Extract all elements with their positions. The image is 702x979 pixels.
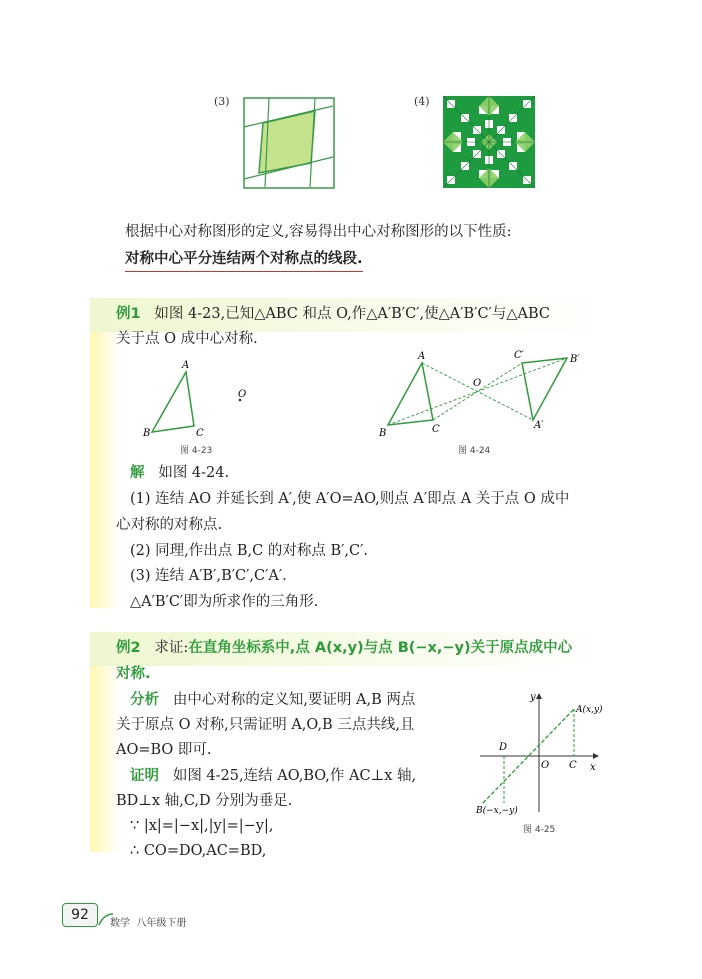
solution-step-2: (2) 同理,作出点 B,C 的对称点 B′,C′. xyxy=(130,543,368,559)
figure-4-23-caption: 图 4-23 xyxy=(180,446,213,456)
figure-4-24-caption: 图 4-24 xyxy=(458,446,491,456)
fig24-label-c: C xyxy=(432,424,440,435)
analysis-text-1: 由中心对称的定义知,要证明 A,B 两点 xyxy=(172,692,416,708)
example2-prove-prefix: 求证: xyxy=(154,640,189,656)
proof-line4: ∴ CO=DO,AC=BD, xyxy=(130,843,267,859)
fig25-label-b: B(−x,−y) xyxy=(476,806,518,816)
example1-statement-line2: 关于点 O 成中心对称. xyxy=(116,331,258,347)
figure-4-pattern-diagram xyxy=(443,96,535,188)
solution-intro: 如图 4-24. xyxy=(158,465,230,481)
solution-tag: 解 xyxy=(130,465,145,481)
fig25-label-y: y xyxy=(530,692,536,703)
solution-conclusion: △A′B′C′即为所求作的三角形. xyxy=(130,594,319,610)
footer-grade-text: 八年级下册 xyxy=(136,918,187,929)
analysis-line3: AO=BO 即可. xyxy=(116,742,212,758)
solution-heading xyxy=(130,460,229,486)
fig25-label-x: x xyxy=(590,762,596,773)
solution-step-1a: (1) 连结 AO 并延长到 A′,使 A′O=AO,则点 A′即点 A 关于点 O 成中 xyxy=(130,491,570,507)
footer-subject-text: 数学 xyxy=(110,918,130,929)
fig23-label-c: C xyxy=(196,428,204,439)
figure-4-25 xyxy=(470,688,630,828)
fig24-label-o: O xyxy=(473,378,482,389)
fig25-label-a: A(x,y) xyxy=(576,705,603,715)
figure-4-23 xyxy=(135,356,265,456)
fig24-label-b2: B′ xyxy=(570,354,580,365)
figure-3-square-diagram xyxy=(243,97,335,189)
fig24-label-a2: A′ xyxy=(534,420,544,431)
example2-statement-line1 xyxy=(116,635,616,661)
proof-tag: 证明 xyxy=(130,768,159,784)
property-statement: 对称中心平分连结两个对称点的线段. xyxy=(125,248,363,272)
example2-statement-line2: 对称. xyxy=(116,666,151,682)
proof-line1 xyxy=(130,763,416,789)
property-intro: 根据中心对称图形的定义,容易得出中心对称图形的以下性质: xyxy=(125,224,512,240)
fig25-label-o: O xyxy=(541,760,550,771)
fig25-label-d: D xyxy=(499,742,508,753)
proof-text-1: 如图 4-25,连结 AO,BO,作 AC⊥x 轴, xyxy=(172,768,417,784)
example2-statement-text: 在直角坐标系中,点 A(x,y)与点 B(−x,−y)关于原点成中心 xyxy=(188,640,573,656)
fig24-label-b: B xyxy=(379,428,387,439)
fig23-label-b: B xyxy=(143,428,151,439)
fig25-label-c: C xyxy=(569,760,577,771)
proof-line2: BD⊥x 轴,C,D 分别为垂足. xyxy=(116,793,293,809)
analysis-tag: 分析 xyxy=(130,692,159,708)
fig23-label-o: O xyxy=(238,389,247,400)
fig23-label-a: A xyxy=(182,360,190,371)
page-number: 92 xyxy=(62,903,98,927)
solution-step-3: (3) 连结 A′B′,B′C′,C′A′. xyxy=(130,568,287,584)
solution-step-1b: 心对称的对称点. xyxy=(116,517,223,533)
example1-statement-line1 xyxy=(116,301,616,327)
figure-3-label: (3) xyxy=(214,95,230,108)
example1-line1-text: 如图 4-23,已知△ABC 和点 O,作△A′B′C′,使△A′B′C′与△ABC xyxy=(154,306,550,322)
footer-subject xyxy=(110,914,186,929)
figure-4-label: (4) xyxy=(414,95,430,108)
figure-4-24 xyxy=(376,346,596,446)
proof-line3: ∵ |x|=|−x|,|y|=|−y|, xyxy=(130,818,274,834)
analysis-line2: 关于原点 O 对称,只需证明 A,O,B 三点共线,且 xyxy=(116,717,415,733)
analysis-line1 xyxy=(130,687,415,713)
fig24-label-c2: C′ xyxy=(514,350,524,361)
figure-4-25-caption: 图 4-25 xyxy=(523,825,556,835)
example1-tag: 例1 xyxy=(116,306,141,322)
example2-tag: 例2 xyxy=(116,640,141,656)
fig24-label-a: A xyxy=(418,351,426,362)
